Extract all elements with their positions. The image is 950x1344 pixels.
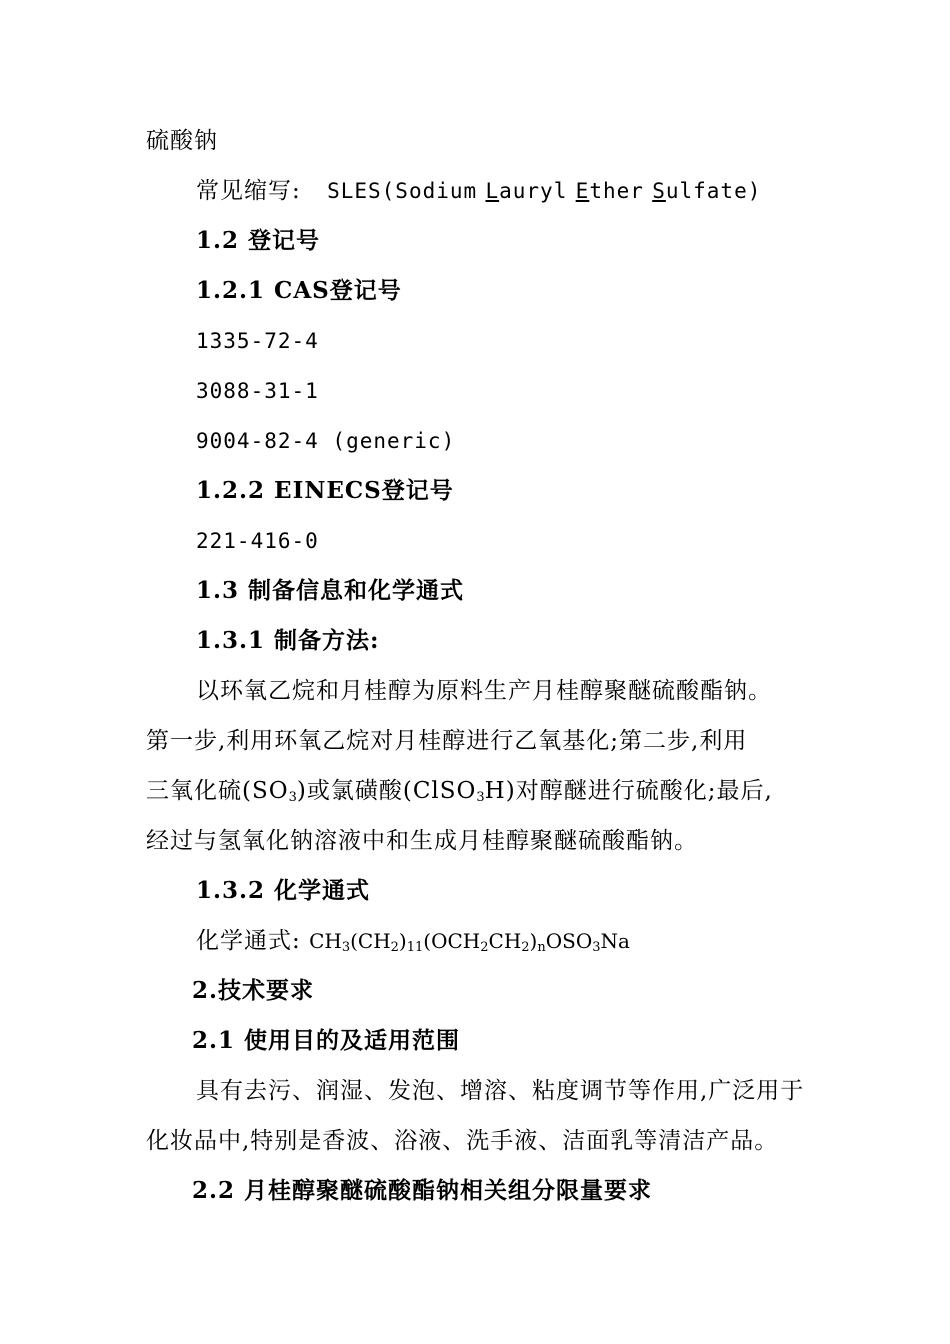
chemical-formula: $CH_3(CH_2)_{11}(OCH_2CH_2)_nOSO_3Na$	[309, 929, 630, 955]
abbr-word-ether: ther	[589, 179, 644, 203]
abbr-word-lauryl: auryl	[499, 179, 568, 203]
heading-1-3: 1.3 制备信息和化学通式	[196, 577, 465, 604]
heading-1-3-2: 1.3.2 化学通式	[196, 877, 371, 904]
prep-paragraph-line: 经过与氢氧化钠溶液中和生成月桂醇聚醚硫酸酯钠。	[146, 828, 698, 854]
use-paragraph-line: 具有去污、润湿、发泡、增溶、粘度调节等作用,广泛用于	[196, 1078, 805, 1104]
abbreviation-label: 常见缩写:	[196, 178, 301, 204]
heading-2: 2.技术要求	[192, 977, 315, 1004]
paren-close: )	[747, 179, 762, 203]
prep-paragraph-line: 第一步,利用环氧乙烷对月桂醇进行乙氧基化;第二步,利用	[146, 728, 748, 754]
heading-2-1: 2.1 使用目的及适用范围	[192, 1027, 461, 1054]
abbr-word-sulfate: ulfate	[665, 179, 748, 203]
heading-1-2: 1.2 登记号	[196, 227, 321, 254]
text-line: 硫酸钠	[146, 128, 218, 154]
abbr-initial-l: L	[485, 179, 500, 203]
heading-2-2: 2.2 月桂醇聚醚硫酸酯钠相关组分限量要求	[192, 1177, 653, 1204]
formula-label: 化学通式:	[196, 928, 301, 954]
heading-1-2-2: 1.2.2 EINECS登记号	[196, 477, 454, 504]
heading-1-3-1: 1.3.1 制备方法:	[196, 627, 380, 654]
einecs-number: 221-416-0	[196, 529, 319, 553]
abbreviation-line	[196, 176, 761, 206]
subscript: 3	[288, 790, 297, 805]
prep-text: 三氧化硫(SO	[146, 778, 289, 804]
abbreviation-code: SLES	[327, 179, 382, 203]
use-paragraph-line: 化妆品中,特别是香波、浴液、洗手液、洁面乳等清洁产品。	[146, 1128, 779, 1154]
prep-text: H)对醇醚进行硫酸化;最后,	[484, 778, 773, 804]
heading-1-2-1: 1.2.1 CAS登记号	[196, 277, 402, 304]
cas-number: 1335-72-4	[196, 329, 319, 353]
chemical-formula-line	[196, 926, 630, 956]
prep-paragraph-line	[146, 776, 773, 806]
cas-number: 3088-31-1	[196, 379, 319, 403]
abbr-initial-s: S	[652, 179, 666, 203]
abbr-word-sodium: Sodium	[395, 179, 478, 203]
prep-paragraph-line: 以环氧乙烷和月桂醇为原料生产月桂醇聚醚硫酸酯钠。	[196, 678, 772, 704]
prep-text: )或氯磺酸(ClSO	[296, 778, 477, 804]
subscript: 3	[476, 790, 485, 805]
abbr-initial-e: E	[575, 179, 590, 203]
cas-number: 9004-82-4 (generic)	[196, 429, 456, 453]
paren-open: (	[381, 179, 396, 203]
